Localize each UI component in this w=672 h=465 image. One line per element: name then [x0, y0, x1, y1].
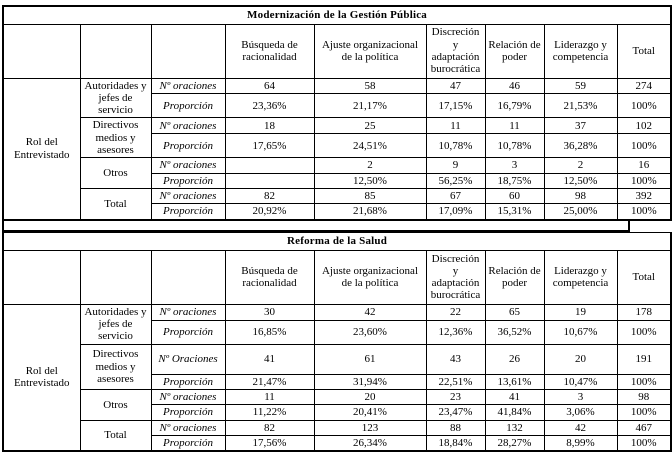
cell-count-total: 467	[617, 420, 671, 435]
cell-count-relacion: 65	[485, 304, 544, 320]
cell-count-busqueda: 41	[225, 344, 314, 374]
cell-count-liderazgo: 19	[544, 304, 617, 320]
cell-count-liderazgo: 59	[544, 78, 617, 94]
cell-count-liderazgo: 3	[544, 389, 617, 404]
cell-prop-busqueda: 17,65%	[225, 134, 314, 158]
cell-prop-relacion: 16,79%	[485, 94, 544, 118]
table-title: Reforma de la Salud	[3, 232, 671, 250]
cell-prop-discrecion: 17,09%	[426, 204, 485, 220]
row-group-label-rol-entrevistado: Rol del Entrevistado	[3, 78, 80, 220]
table-title: Modernización de la Gestión Pública	[3, 6, 671, 24]
row-group-label-rol-entrevistado: Rol del Entrevistado	[3, 304, 80, 451]
cell-prop-relacion: 15,31%	[485, 204, 544, 220]
row-label-total: Total	[80, 189, 151, 220]
cell-prop-liderazgo: 36,28%	[544, 134, 617, 158]
table-modernizacion-wrapper	[2, 5, 657, 221]
header-blank-rolgroup	[3, 24, 80, 78]
cell-prop-liderazgo: 12,50%	[544, 173, 617, 188]
cell-count-total: 16	[617, 158, 671, 173]
metric-label-count: Nº oraciones	[151, 189, 225, 204]
cell-count-relacion: 41	[485, 389, 544, 404]
cell-prop-ajuste: 12,50%	[314, 173, 426, 188]
cell-prop-relacion: 28,27%	[485, 435, 544, 451]
cell-prop-busqueda: 23,36%	[225, 94, 314, 118]
metric-label-count: Nº Oraciones	[151, 344, 225, 374]
cell-prop-relacion: 18,75%	[485, 173, 544, 188]
cell-prop-liderazgo: 25,00%	[544, 204, 617, 220]
header-total: Total	[617, 24, 671, 78]
column-header-row	[3, 250, 671, 304]
cell-count-relacion: 60	[485, 189, 544, 204]
header-busqueda-racionalidad: Búsqueda de racionalidad	[225, 24, 314, 78]
cell-count-liderazgo: 98	[544, 189, 617, 204]
header-ajuste-organizacional: Ajuste organizacional de la política	[314, 250, 426, 304]
cell-count-discrecion: 43	[426, 344, 485, 374]
cell-prop-discrecion: 12,36%	[426, 320, 485, 344]
cell-prop-total: 100%	[617, 405, 671, 420]
table-row	[3, 78, 671, 94]
cell-count-discrecion: 47	[426, 78, 485, 94]
header-blank-rolgroup	[3, 250, 80, 304]
metric-label-count: Nº oraciones	[151, 158, 225, 173]
cell-count-ajuste: 58	[314, 78, 426, 94]
header-blank-metric	[151, 24, 225, 78]
table-row	[3, 420, 671, 435]
cell-count-relacion: 46	[485, 78, 544, 94]
metric-label-proportion: Proporción	[151, 320, 225, 344]
row-label-directivos: Directivos medios y asesores	[80, 344, 151, 389]
metric-label-count: Nº oraciones	[151, 420, 225, 435]
header-relacion-poder: Relación de poder	[485, 24, 544, 78]
cell-prop-relacion: 10,78%	[485, 134, 544, 158]
cell-prop-busqueda	[225, 173, 314, 188]
cell-prop-discrecion: 22,51%	[426, 374, 485, 389]
metric-label-count: Nº oraciones	[151, 389, 225, 404]
cell-count-ajuste: 20	[314, 389, 426, 404]
metric-label-proportion: Proporción	[151, 173, 225, 188]
table-reforma-salud	[2, 232, 672, 453]
cell-prop-liderazgo: 3,06%	[544, 405, 617, 420]
cell-count-busqueda: 64	[225, 78, 314, 94]
cell-prop-liderazgo: 21,53%	[544, 94, 617, 118]
cell-prop-ajuste: 26,34%	[314, 435, 426, 451]
cell-prop-relacion: 13,61%	[485, 374, 544, 389]
table-title-row	[3, 232, 671, 250]
row-label-autoridades: Autoridades y jefes de servicio	[80, 304, 151, 344]
cell-prop-busqueda: 11,22%	[225, 405, 314, 420]
cell-count-relacion: 26	[485, 344, 544, 374]
table-row	[3, 344, 671, 374]
table-row	[3, 389, 671, 404]
row-label-autoridades: Autoridades y jefes de servicio	[80, 78, 151, 118]
cell-count-busqueda: 30	[225, 304, 314, 320]
table-row	[3, 158, 671, 173]
cell-count-ajuste: 25	[314, 118, 426, 134]
cell-count-total: 102	[617, 118, 671, 134]
cell-prop-ajuste: 21,68%	[314, 204, 426, 220]
cell-count-busqueda	[225, 158, 314, 173]
metric-label-count: Nº oraciones	[151, 304, 225, 320]
header-discrecion-adaptacion: Discreción y adaptación burocrática	[426, 250, 485, 304]
cell-count-discrecion: 67	[426, 189, 485, 204]
cell-count-total: 392	[617, 189, 671, 204]
metric-label-count: Nº oraciones	[151, 78, 225, 94]
metric-label-count: Nº oraciones	[151, 118, 225, 134]
cell-count-ajuste: 85	[314, 189, 426, 204]
row-label-total: Total	[80, 420, 151, 451]
header-blank-metric	[151, 250, 225, 304]
table-modernizacion	[2, 5, 672, 221]
cell-prop-liderazgo: 10,47%	[544, 374, 617, 389]
cell-prop-total: 100%	[617, 134, 671, 158]
cell-count-discrecion: 23	[426, 389, 485, 404]
metric-label-proportion: Proporción	[151, 134, 225, 158]
cell-prop-busqueda: 17,56%	[225, 435, 314, 451]
cell-count-relacion: 11	[485, 118, 544, 134]
table-reforma-wrapper	[2, 232, 657, 453]
cell-prop-liderazgo: 8,99%	[544, 435, 617, 451]
cell-prop-discrecion: 56,25%	[426, 173, 485, 188]
header-blank-rolitem	[80, 250, 151, 304]
row-label-directivos: Directivos medios y asesores	[80, 118, 151, 158]
cell-prop-ajuste: 31,94%	[314, 374, 426, 389]
cell-count-ajuste: 2	[314, 158, 426, 173]
header-ajuste-organizacional: Ajuste organizacional de la política	[314, 24, 426, 78]
cell-count-ajuste: 61	[314, 344, 426, 374]
cell-count-relacion: 3	[485, 158, 544, 173]
cell-prop-total: 100%	[617, 173, 671, 188]
cell-prop-relacion: 36,52%	[485, 320, 544, 344]
column-header-row	[3, 24, 671, 78]
header-total: Total	[617, 250, 671, 304]
cell-prop-discrecion: 23,47%	[426, 405, 485, 420]
cell-count-liderazgo: 42	[544, 420, 617, 435]
cell-prop-discrecion: 18,84%	[426, 435, 485, 451]
cell-count-busqueda: 82	[225, 420, 314, 435]
cell-prop-ajuste: 23,60%	[314, 320, 426, 344]
cell-prop-relacion: 41,84%	[485, 405, 544, 420]
cell-count-ajuste: 123	[314, 420, 426, 435]
table-row	[3, 118, 671, 134]
cell-count-total: 191	[617, 344, 671, 374]
header-liderazgo-competencia: Liderazgo y competencia	[544, 24, 617, 78]
metric-label-proportion: Proporción	[151, 435, 225, 451]
table-title-row	[3, 6, 671, 24]
cell-count-busqueda: 18	[225, 118, 314, 134]
cell-count-discrecion: 88	[426, 420, 485, 435]
table-row	[3, 189, 671, 204]
header-liderazgo-competencia: Liderazgo y competencia	[544, 250, 617, 304]
metric-label-proportion: Proporción	[151, 405, 225, 420]
cell-count-ajuste: 42	[314, 304, 426, 320]
cell-prop-total: 100%	[617, 435, 671, 451]
cell-prop-total: 100%	[617, 94, 671, 118]
cell-count-total: 274	[617, 78, 671, 94]
metric-label-proportion: Proporción	[151, 374, 225, 389]
header-discrecion-adaptacion: Discreción y adaptación burocrática	[426, 24, 485, 78]
cell-count-total: 98	[617, 389, 671, 404]
cell-count-total: 178	[617, 304, 671, 320]
metric-label-proportion: Proporción	[151, 204, 225, 220]
cell-count-discrecion: 22	[426, 304, 485, 320]
cell-prop-busqueda: 16,85%	[225, 320, 314, 344]
header-busqueda-racionalidad: Búsqueda de racionalidad	[225, 250, 314, 304]
cell-prop-ajuste: 24,51%	[314, 134, 426, 158]
header-blank-rolitem	[80, 24, 151, 78]
cell-count-liderazgo: 20	[544, 344, 617, 374]
cell-prop-total: 100%	[617, 320, 671, 344]
cell-prop-busqueda: 21,47%	[225, 374, 314, 389]
cell-count-liderazgo: 37	[544, 118, 617, 134]
table-separator-band	[2, 221, 630, 230]
cell-count-busqueda: 82	[225, 189, 314, 204]
cell-count-relacion: 132	[485, 420, 544, 435]
cell-prop-liderazgo: 10,67%	[544, 320, 617, 344]
row-label-otros: Otros	[80, 158, 151, 189]
cell-prop-discrecion: 10,78%	[426, 134, 485, 158]
cell-count-liderazgo: 2	[544, 158, 617, 173]
cell-prop-discrecion: 17,15%	[426, 94, 485, 118]
row-label-otros: Otros	[80, 389, 151, 420]
metric-label-proportion: Proporción	[151, 94, 225, 118]
cell-prop-ajuste: 20,41%	[314, 405, 426, 420]
cell-prop-total: 100%	[617, 374, 671, 389]
cell-prop-busqueda: 20,92%	[225, 204, 314, 220]
cell-prop-total: 100%	[617, 204, 671, 220]
header-relacion-poder: Relación de poder	[485, 250, 544, 304]
cell-count-discrecion: 9	[426, 158, 485, 173]
cell-count-discrecion: 11	[426, 118, 485, 134]
cell-count-busqueda: 11	[225, 389, 314, 404]
cell-prop-ajuste: 21,17%	[314, 94, 426, 118]
table-row	[3, 304, 671, 320]
